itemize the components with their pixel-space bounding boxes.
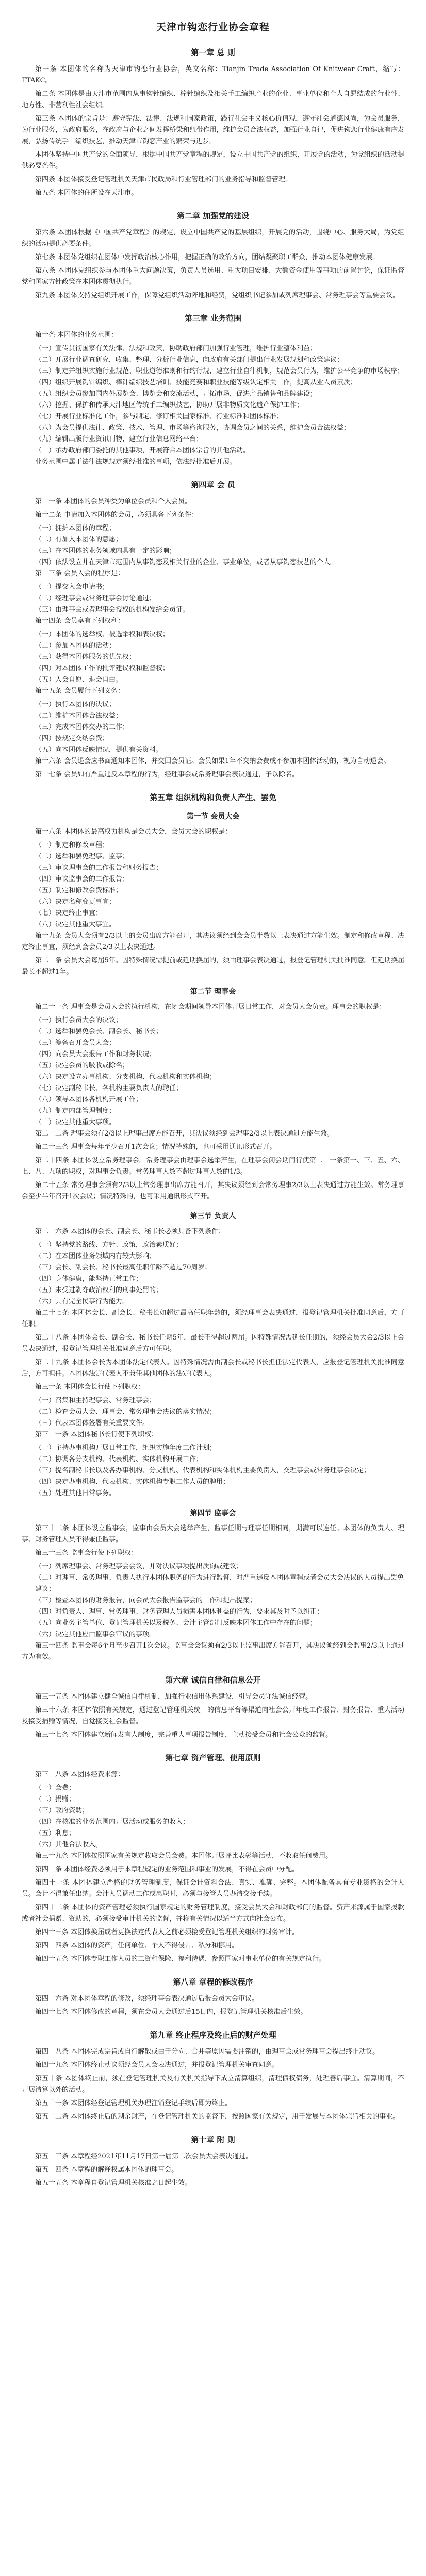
- list-item: （五）处理其他日常事务。: [35, 1489, 116, 1497]
- list-item: （七）决定终止事宜；: [35, 909, 103, 917]
- list-item: （六）其他合法收入。: [35, 1841, 103, 1849]
- article-paragraph: 第二条 本团体是由天津市范围内从事钩针编织、棒针编织及相关手工编织产业的企业、事业单位和个人自愿结成的行业性、地方性、非营利性社会组织。: [22, 90, 404, 109]
- article-paragraph: 第四十九条 本团体终止动议须经会员大会表决通过，并报登记管理机关审查同意。: [35, 2061, 279, 2069]
- article-paragraph: 第五十二条 本团体终止后的剩余财产，在登记管理机关的监督下，按照国家有关规定，用于发展与本团体宗旨相关的事业。: [35, 2113, 400, 2121]
- list-item: （四）对本团体工作的批评建议权和监督权；: [35, 665, 170, 672]
- list-item: （八）为会员提供法律、政策、技术、管理、市场等咨询服务，协调会员之间的关系，维护会员合法权益；: [35, 424, 351, 432]
- list-item: （三）制定并组织实施行业规范、职业道德准则和行约行规，建立行业自律机制，规范会员行为，维护公平竞争的市场秩序；: [35, 367, 404, 375]
- list-item: （二）经理事会或常务理事会讨论通过；: [35, 595, 156, 602]
- article-paragraph: 第四十五条 本团体专职工作人员的工资和保险、福利待遇，参照国家对事业单位的有关规定执行。: [35, 1955, 326, 1963]
- list-item: （一）拥护本团体的章程；: [35, 524, 116, 532]
- list-item: （三）代表本团体签署有关重要文件。: [35, 1419, 150, 1427]
- article-paragraph: 第三十条 本团体会长行使下列职权：: [35, 1383, 145, 1391]
- section-heading: 第四节 监事会: [190, 1509, 236, 1517]
- article-paragraph: 第二十八条 本团体会长、副会长、秘书长任期5年，最长不得超过两届。因特殊情况需延长任期的，须经会员大会2/3以上会员表决通过，报登记管理机关批准同意后方可任职。: [22, 1334, 404, 1353]
- article-paragraph: 第八条 本团体党组织参与本团体重大问题决策，负责人员选用、重大项目安排、大额资金使用等事项的前置讨论，保证监督党和国家方针政策在本团体贯彻执行。: [22, 267, 404, 286]
- article-paragraph: 第四条 本团体接受登记管理机关天津市民政局和行业管理部门的业务指导和监督管理。: [35, 176, 292, 183]
- article-paragraph: 第五十三条 本章程经2021年11月17日第一届第二次会员大会表决通过。: [35, 2153, 253, 2160]
- list-item: （四）向会员大会报告工作和财务状况；: [35, 1050, 156, 1058]
- section-heading: 第一节 会员大会: [186, 812, 240, 821]
- list-item: （五）向本团体反映情况，提供有关资料。: [35, 746, 163, 754]
- list-item: （三）提名副秘书长以及各办事机构、分支机构、代表机构和实体机构主要负责人，交理事会或常务理事会决定；: [35, 1467, 371, 1475]
- article-paragraph: 第三十六条 本团体依照有关规定，通过登记管理机关统一的信息平台等渠道向社会公开年度工作报告、财务报告、重大活动及接受捐赠等情况，自觉接受社会监督。: [22, 1706, 404, 1725]
- article-paragraph: 第三十九条 本团体按照国家有关规定收取会员会费。本团体开展评比表彰等活动，不收取任何费用。: [35, 1852, 333, 1860]
- article-paragraph: 第三十一条 本团体秘书长行使下列职权：: [35, 1431, 158, 1438]
- list-item: （五）组织会员参加国内外展览会、博览会和交流活动，开拓市场，促进产品销售和品牌建设；: [35, 390, 317, 398]
- chapter-heading: 第二章 加强党的建设: [176, 211, 250, 221]
- list-item: （一）坚持党的路线、方针、政策，政治素质好；: [35, 1241, 183, 1249]
- article-paragraph: 第十五条 会员履行下列义务：: [35, 687, 125, 695]
- list-item: （二）选举和罢免理事、监事；: [35, 853, 129, 860]
- chapter-heading: 第三章 业务范围: [184, 314, 242, 323]
- document-title: 天津市钩恋行业协会章程: [156, 22, 270, 33]
- list-item: （三）审议理事会的工作报告和财务报告；: [35, 864, 163, 872]
- list-item: （三）筹备召开会员大会；: [35, 1039, 116, 1047]
- list-item: （二）维护本团体合法权益；: [35, 712, 123, 720]
- list-item: （四）对负责人、理事、常务理事、财务管理人员损害本团体利益的行为，要求其及时予以纠正；: [35, 1608, 324, 1616]
- article-paragraph: 第五十一条 本团体经登记管理机关办理注销登记手续后即为终止。: [35, 2099, 232, 2107]
- chapter-heading: 第九章 终止程序及终止后的财产处理: [150, 2030, 276, 2040]
- list-item: （四）依法设立并在天津市范围内从事钩恋及相关行业的企业、事业单位，或者从事钩恋技艺的个人。: [35, 558, 337, 566]
- list-item: （二）参加本团体的活动；: [35, 642, 116, 650]
- section-heading: 第二节 理事会: [190, 988, 236, 996]
- article-paragraph: 第二十二条 理事会须有2/3以上理事出席方能召开，其决议须经到会理事2/3以上表决通过方能生效。: [35, 1130, 334, 1138]
- article-paragraph: 第四十三条 本团体换届或者更换法定代表人之前必须接受登记管理机关组织的财务审计。: [35, 1928, 299, 1936]
- article-paragraph: 第十四条 会员享有下列权利：: [35, 617, 125, 625]
- article-paragraph: 第二十四条 本团体设立常务理事会。常务理事会由理事会选举产生，在理事会闭会期间行使第二十一条第一、三、五、六、七、八、九项的职权，对理事会负责。常务理事人数不超过理事人数的1/3。: [22, 1157, 404, 1176]
- article-paragraph: 第十六条 会员退会应书面通知本团体，并交回会员证。会员如果1年不交纳会费或不参加本团体活动的，视为自动退会。: [35, 757, 390, 765]
- list-item: （四）组织开展钩针编织、棒针编织技艺培训、技能竞赛和职业技能等级认定相关工作，提高从业人员素质；: [35, 379, 357, 386]
- list-item: （一）制定和修改章程；: [35, 841, 109, 849]
- article-paragraph: 第一条 本团体的名称为天津市钩恋行业协会，英文名称：Tianjin Trade Association Of Knitwear Craft，缩写：TTAKC。: [22, 65, 404, 84]
- list-item: （三）检查本团体的财务报告，向会员大会报告监事会的工作和提出提案；: [35, 1597, 257, 1604]
- list-item: （五）向业务主管单位、登记管理机关以及税务、会计主管部门反映本团体工作中存在的问题；: [35, 1619, 317, 1627]
- article-paragraph: 第十一条 本团体的会员种类为单位会员和个人会员。: [35, 498, 192, 505]
- document-body: [22, 47, 404, 2189]
- list-item: （二）选举和罢免会长、副会长、秘书长；: [35, 1028, 163, 1036]
- list-item: （四）在核准的业务范围内开展活动或服务的收入；: [35, 1818, 190, 1826]
- article-paragraph: 第十条 本团体的业务范围：: [35, 331, 118, 339]
- list-item: （一）执行会员大会的决议；: [35, 1016, 123, 1024]
- article-paragraph: 第三十五条 本团体建立健全诚信自律机制，加强行业信用体系建设，引导会员守法诚信经营。: [35, 1693, 313, 1701]
- article-paragraph: 第九条 本团体支持党组织开展工作，保障党组织活动阵地和经费，党组织书记参加或列席理事会、常务理事会等重要会议。: [35, 292, 400, 299]
- article-paragraph: 第十七条 会员如有严重违反本章程的行为，经理事会或常务理事会表决通过，予以除名。: [35, 771, 299, 778]
- list-item: （二）在本团体业务领域内有较大影响；: [35, 1252, 156, 1260]
- article-paragraph: 第三十三条 监事会行使下列职权：: [35, 1549, 138, 1557]
- article-paragraph: 第四十六条 对本团体章程的修改，须经理事会表决通过后报会员大会审议。: [35, 1995, 259, 2003]
- article-paragraph: 本团体坚持中国共产党的全面领导，根据中国共产党章程的规定，设立中国共产党的组织，开展党的活动，为党组织的活动提供必要条件。: [22, 151, 404, 170]
- article-paragraph: 第二十条 会员大会每届5年。因特殊情况需提前或延期换届的，须由理事会表决通过，报登记管理机关批准同意。但延期换届最长不超过1年。: [22, 957, 404, 976]
- list-item: （三）完成本团体交办的工作；: [35, 723, 129, 731]
- list-item: （三）政府资助；: [35, 1807, 89, 1815]
- list-item: （一）召集和主持理事会、常务理事会；: [35, 1397, 156, 1404]
- list-item: （五）利息；: [35, 1829, 76, 1837]
- list-item: （二）检查会员大会、理事会、常务理事会决议的落实情况；: [35, 1408, 217, 1416]
- chapter-heading: 第十章 附 则: [191, 2135, 235, 2144]
- list-item: （一）执行本团体的决议；: [35, 701, 116, 708]
- list-item: （九）编辑出版行业资讯刊物，建立行业信息网络平台；: [35, 435, 203, 443]
- article-paragraph: 第五条 本团体的住所设在天津市。: [35, 189, 138, 197]
- article-paragraph: 第三十四条 监事会每6个月至少召开1次会议。监事会会议须有2/3以上监事出席方能召开，其决议须经到会监事2/3以上通过方为有效。: [22, 1642, 404, 1661]
- list-item: （一）主持办事机构开展日常工作，组织实施年度工作计划；: [35, 1444, 217, 1452]
- article-paragraph: 第十九条 会员大会须有2/3以上的会员出席方能召开，其决议须经到会会员半数以上表决通过方能生效。制定和修改章程、决定终止事宜，须经到会会员2/3以上表决通过。: [22, 932, 404, 951]
- list-item: （二）对理事、常务理事、负责人执行本团体职务的行为进行监督，对严重违反本团体章程或者会员大会决议的人员提出罢免建议；: [35, 1574, 404, 1593]
- list-item: （八）领导本团体各机构开展工作；: [35, 1096, 143, 1104]
- article-paragraph: 第五十五条 本章程自登记管理机关核准之日起生效。: [35, 2179, 192, 2187]
- list-item: （九）制定内部管理制度；: [35, 1107, 116, 1115]
- article-paragraph: 第二十七条 本团体会长、副会长、秘书长如超过最高任职年龄的，须经理事会表决通过，报登记管理机关批准同意后，方可任职。: [22, 1309, 404, 1328]
- list-item: （六）决定其他应由监事会审议的事项。: [35, 1631, 156, 1638]
- article-paragraph: 第四十七条 本团体修改的章程，须在会员大会通过后15日内，报登记管理机关核准后生效。: [35, 2008, 307, 2016]
- list-item: （二）捐赠；: [35, 1795, 76, 1803]
- list-item: （四）身体健康，能坚持正常工作；: [35, 1275, 143, 1283]
- article-paragraph: 第二十六条 本团体的会长、副会长、秘书长必须具备下列条件：: [35, 1228, 225, 1235]
- article-paragraph: 第十八条 本团体的最高权力机构是会员大会，会员大会的职权是：: [35, 828, 232, 836]
- list-item: （二）有加入本团体的意愿；: [35, 536, 123, 544]
- list-item: （七）决定副秘书长、各机构主要负责人的聘任；: [35, 1084, 183, 1092]
- article-paragraph: 第三十八条 本团体经费来源：: [35, 1771, 125, 1778]
- list-item: （五）入会自愿、退会自由。: [35, 676, 123, 684]
- article-paragraph: 第五十条 本团体终止前，须在登记管理机关及有关机关指导下成立清算组织，清理债权债务，处理善后事宜。清算期间，不开展清算以外的活动。: [22, 2075, 404, 2094]
- list-item: （一）会费；: [35, 1784, 76, 1792]
- article-paragraph: 第六条 本团体根据《中国共产党章程》的规定，设立中国共产党的基层组织，开展党的活动，围绕中心、服务大局，为党组织的活动提供必要条件。: [22, 229, 404, 248]
- list-item: （七）开展行业标准化工作，参与制定、修订相关国家标准、行业标准和团体标准；: [35, 413, 284, 420]
- chapter-heading: 第一章 总 则: [191, 48, 235, 57]
- chapter-heading: 第五章 组织机构和负责人产生、罢免: [150, 793, 276, 802]
- article-paragraph: 第五十四条 本章程的解释权属本团体的理事会。: [35, 2166, 178, 2174]
- article-paragraph: 第十二条 申请加入本团体的会员，必须具备下列条件：: [35, 511, 199, 519]
- list-item: （十）决定其他重大事项。: [35, 1118, 116, 1126]
- chapter-heading: 第六章 诚信自律和信息公开: [165, 1675, 261, 1685]
- chapter-heading: 第四章 会 员: [191, 480, 235, 489]
- list-item: （四）按规定交纳会费；: [35, 735, 109, 742]
- article-paragraph: 第四十四条 本团体的资产，任何单位、个人不得侵占、私分和挪用。: [35, 1942, 239, 1950]
- list-item: （五）制定和修改会费标准；: [35, 887, 123, 894]
- list-item: （一）提交入会申请书；: [35, 583, 109, 591]
- list-item: （一）列席理事会、常务理事会会议，并对决议事项提出质询或建议；: [35, 1563, 243, 1570]
- list-item: （四）审议监事会的工作报告；: [35, 875, 129, 883]
- list-item: （六）挖掘、保护和传承天津地区传统手工编织技艺，协助开展非物质文化遗产保护工作；: [35, 401, 304, 409]
- list-item: （六）决定名称变更事宜；: [35, 898, 116, 906]
- list-item: （一）宣传贯彻国家有关法律、法规和政策，协助政府部门加强行业管理，维护行业整体利益；: [35, 345, 317, 352]
- chapter-heading: 第八章 章程的修改程序: [173, 1977, 253, 1987]
- article-paragraph: 第三条 本团体的宗旨是：遵守宪法、法律、法规和国家政策，践行社会主义核心价值观，遵守社会道德风尚，为会员服务，为行业服务，为政府服务，在政府与企业之间发挥桥梁和纽带作用，维护会员合法权益，加强行业自律，促进钩恋行业健康有序发展，弘扬传统手工编织技艺，推动天津市钩恋产业的繁荣与进步。: [22, 115, 404, 145]
- list-item: （三）在本团体的业务领域内具有一定的影响；: [35, 547, 176, 555]
- article-paragraph: 第二十五条 常务理事会须有2/3以上常务理事出席方能召开，其决议须经到会常务理事2/3以上表决通过方能生效。常务理事会至少半年召开1次会议；情况特殊的，也可采用通讯形式召开。: [22, 1181, 404, 1200]
- article-paragraph: 第四十一条 本团体建立严格的财务管理制度，保证会计资料合法、真实、准确、完整。本团体配备具有专业资格的会计人员。会计不得兼任出纳。会计人员调动工作或离职时，必须与接管人员办清交接手续。: [22, 1879, 404, 1898]
- article-paragraph: 第四十条 本团体经费必须用于本章程规定的业务范围和事业的发展，不得在会员中分配。: [35, 1866, 299, 1873]
- list-item: （六）具有完全民事行为能力。: [35, 1298, 129, 1306]
- list-item: （二）开展行业调查研究，收集、整理、分析行业信息，向政府有关部门提出行业发展规划和政策建议；: [35, 356, 344, 364]
- article-paragraph: 第二十三条 理事会每年至少召开1次会议；情况特殊的，也可采用通讯形式召开。: [35, 1143, 276, 1151]
- list-item: （三）由理事会或者理事会授权的机构发给会员证。: [35, 606, 190, 614]
- article-paragraph: 第四十二条 本团体的资产管理必须执行国家规定的财务管理制度，接受会员大会和财政部门的监督。资产来源属于国家拨款或者社会捐赠、资助的，必须接受审计机关的监督，并将有关情况以适当方式向社会公布。: [22, 1904, 404, 1923]
- section-heading: 第三节 负责人: [190, 1212, 236, 1221]
- list-item: （三）会长、副会长、秘书长最高任职年龄不超过70周岁；: [35, 1264, 211, 1272]
- article-paragraph: 第三十七条 本团体建立新闻发言人制度，完善重大事项报告制度，主动接受会员和社会公众的监督。: [35, 1731, 333, 1739]
- list-item: （十）承办政府部门委托的其他事项，开展符合本团体宗旨的其他活动。: [35, 447, 250, 454]
- article-paragraph: 第十三条 会员入会的程序是：: [35, 570, 125, 578]
- article-paragraph: 第三十二条 本团体设立监事会，监事由会员大会选举产生，监事任期与理事任期相同，期满可以连任。本团体的负责人、理事、财务管理人员不得兼任监事。: [22, 1524, 404, 1544]
- list-item: （一）本团体的选举权、被选举权和表决权；: [35, 631, 170, 638]
- chapter-heading: 第七章 资产管理、使用原则: [165, 1753, 261, 1762]
- list-item: （八）决定其他重大事宜。: [35, 921, 116, 928]
- article-paragraph: 第二十九条 本团体会长为本团体法定代表人。因特殊情况需由副会长或秘书长担任法定代表人，应报登记管理机关批准同意后，方可担任。本团体法定代表人不兼任其他团体的法定代表人。: [22, 1359, 404, 1378]
- list-item: （四）决定办事机构、代表机构、实体机构专职工作人员的聘用；: [35, 1478, 230, 1486]
- list-item: （二）协调各分支机构、代表机构、实体机构开展工作；: [35, 1455, 203, 1463]
- article-paragraph: 第七条 本团体党组织在团体中发挥政治核心作用，把握正确的政治方向，团结凝聚职工群众，推动本团体健康发展。: [35, 253, 380, 261]
- list-item: （五）未受过剥夺政治权利的刑事处罚的；: [35, 1286, 163, 1294]
- article-paragraph: 第四十八条 本团体完成宗旨或自行解散或由于分立、合并等原因需要注销的，由理事会或常务理事会提出终止动议。: [35, 2048, 380, 2056]
- list-item: （五）决定会员的吸收或除名；: [35, 1062, 129, 1070]
- article-paragraph: 第二十一条 理事会是会员大会的执行机构，在闭会期间领导本团体开展日常工作，对会员大会负责。理事会的职权是：: [35, 1003, 386, 1011]
- list-item: （六）决定设立办事机构、分支机构、代表机构和实体机构；: [35, 1073, 217, 1081]
- article-paragraph: 业务范围中属于法律法规规定须经批准的事项，依法经批准后开展。: [35, 458, 237, 466]
- list-item: （三）获得本团体服务的优先权；: [35, 653, 136, 661]
